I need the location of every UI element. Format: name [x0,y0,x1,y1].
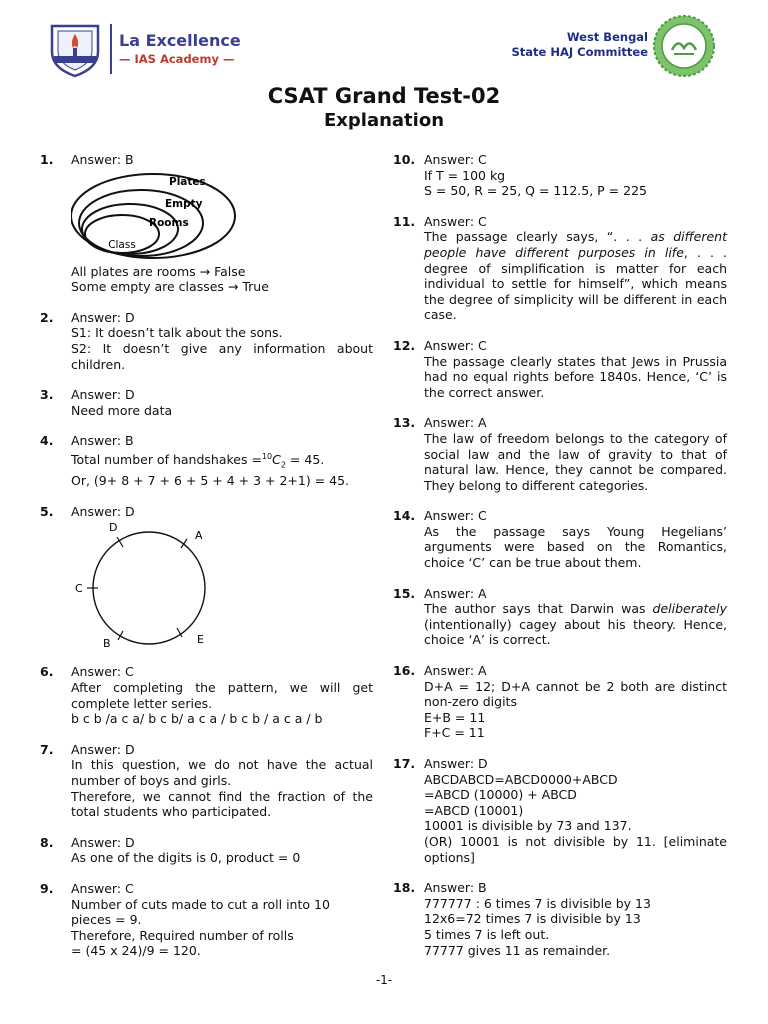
question-number: 8. [40,834,54,850]
venn-label-class: Class [108,238,136,251]
question-4 [40,433,373,488]
explanation-line: D+A = 12; D+A cannot be 2 both are distinct non-zero digits [424,678,727,710]
question-11 [393,214,727,323]
question-1 [40,152,373,295]
combination-r: 2 [280,460,286,470]
page-title: CSAT Grand Test-02 [267,84,501,108]
question-number: 14. [393,508,416,524]
question-12 [393,338,727,400]
question-6 [40,664,373,726]
explanation-line: F+C = 11 [424,725,485,741]
answer-line: Answer: A [424,585,487,601]
explanation-line: As one of the digits is 0, product = 0 [71,850,301,866]
question-number: 2. [40,309,54,325]
haj-committee-seal [652,14,716,78]
left-column [40,152,373,974]
explanation-line: Or, (9+ 8 + 7 + 6 + 5 + 4 + 3 + 2+1) = 45. [71,473,349,489]
explanation-line: The law of freedom belongs to the category of social law and the law of gravity to that of natural law. Hence, they cannot be compared. They belong to different categories. [424,430,727,493]
explanation-line: S1: It doesn’t talk about the sons. [71,325,283,341]
question-number: 12. [393,337,416,353]
explanation-text: , . . . degree of simplification is matter for each individual to settle for himself”, which means the degree of simplicity will be different in each case. [424,244,727,323]
brand-name: La Excellence [119,31,241,50]
circle-label-e: E [197,633,204,647]
explanation-line: (OR) 10001 is not divisible by 11. [eliminate options] [424,833,727,865]
answer-line: Answer: A [424,663,487,679]
explanation-line: Therefore, we cannot find the fraction of the total students who participated. [71,788,373,820]
question-number: 4. [40,433,54,449]
explanation-line: Need more data [71,402,173,418]
committee-line-2: State HAJ Committee [511,45,648,59]
answer-line: Answer: D [71,503,135,519]
explanation-line: =ABCD (10000) + ABCD [424,787,577,803]
venn-label-rooms: Rooms [149,216,189,229]
venn-label-plates: Plates [169,175,206,188]
explanation-line: The passage clearly states that Jews in Prussia had no equal rights before 1840s. Hence, ‘C’ is the correct answer. [424,353,727,400]
answer-line: Answer: A [424,415,487,431]
question-9 [40,881,373,959]
explanation-line: Number of cuts made to cut a roll into 10 pieces = 9. [71,896,330,928]
answer-line: Answer: C [424,337,487,353]
explanation-line: S = 50, R = 25, Q = 112.5, P = 225 [424,183,647,199]
question-number: 18. [393,880,416,896]
page-subtitle: Explanation [323,110,445,131]
question-8 [40,835,373,866]
explanation-text: (intentionally) cagey about his theory. Hence, choice ‘A’ is correct. [424,616,727,648]
answer-line: Answer: D [71,741,135,757]
question-3 [40,387,373,418]
committee-line-1: West Bengal [566,30,648,44]
answer-line: Answer: D [424,756,488,771]
italic-word: deliberately [652,601,727,617]
explanation-line: 77777 gives 11 as remainder. [424,942,611,958]
explanation-line: After completing the pattern, we will get complete letter series. [71,679,373,711]
question-number: 15. [393,585,416,601]
circle-label-a: A [195,529,203,543]
explanation-line: E+B = 11 [424,709,486,725]
answer-line: Answer: B [424,880,487,896]
question-number: 9. [40,880,54,896]
explanation-line: 10001 is divisible by 73 and 137. [424,818,632,834]
question-17 [393,756,727,865]
explanation-line: = (45 x 24)/9 = 120. [71,943,201,959]
question-number: 17. [393,756,416,771]
venn-diagram [71,170,241,260]
question-7 [40,742,373,820]
explanation-text: The passage clearly says, “. . . [424,229,651,245]
quoted-italic-text: as different people have different purposes in life [424,229,728,260]
explanation-line: In this question, we do not have the actual number of boys and girls. [71,757,373,788]
answer-line: Answer: C [424,152,487,167]
circle-diagram [71,521,251,649]
explanation-line: All plates are rooms → False [71,263,246,279]
answer-line: Answer: C [71,664,134,680]
question-14 [393,508,727,570]
answer-line: Answer: C [424,213,487,229]
explanation-line: =ABCD (10001) [424,802,524,818]
question-number: 16. [393,663,416,679]
answer-line: Answer: D [71,309,135,325]
committee-name [512,30,649,60]
answer-line: Answer: D [71,387,135,403]
question-16 [393,663,727,741]
explanation-line: Some empty are classes → True [71,279,269,295]
question-number: 6. [40,664,54,680]
brand-divider [110,24,112,74]
explanation-paragraph [424,601,727,648]
brand-subtitle: — IAS Academy — [119,52,235,66]
explanation-line: If T = 100 kg [424,167,506,183]
combination-n: 10 [261,451,273,461]
explanation-line: 12x6=72 times 7 is divisible by 13 [424,911,641,927]
question-number: 3. [40,387,54,403]
answer-line: Answer: C [71,880,134,896]
page-number: -1- [375,973,393,987]
letter-series: b c b /a c a/ b c b/ a c a / b c b / a c a / b [71,711,323,727]
explanation-line: 5 times 7 is left out. [424,926,550,942]
question-number: 13. [393,415,416,431]
explanation-line: 777777 : 6 times 7 is divisible by 13 [424,895,651,911]
circle-label-b: B [103,637,111,650]
explanation-paragraph [424,229,727,323]
combination-c: C [272,452,281,468]
explanation-line: Therefore, Required number of rolls [71,927,294,943]
question-13 [393,415,727,493]
answer-line: Answer: B [71,152,134,167]
handshake-result: = 45. [285,452,325,468]
answer-line: Answer: B [71,433,134,449]
right-column [393,152,727,973]
handshake-text: Total number of handshakes = [71,452,262,468]
answer-line: Answer: D [71,834,135,850]
question-number: 1. [40,152,54,167]
question-number: 10. [393,152,416,167]
page-header [0,0,768,90]
circle-label-c: C [75,582,83,596]
question-number: 5. [40,503,54,519]
explanation-line: As the passage says Young Hegelians’ arguments were based on the Romantics, choice ‘C’ can be true about them. [424,523,727,571]
question-number: 11. [393,213,416,229]
question-5 [40,504,373,650]
answer-line: Answer: C [424,508,487,524]
la-excellence-logo [46,22,104,78]
question-15 [393,586,727,648]
question-10 [393,152,727,199]
circle-label-d: D [109,521,118,535]
explanation-text: The author says that Darwin was [424,601,653,617]
question-18 [393,880,727,958]
explanation-line: S2: It doesn’t give any information about children. [71,340,373,372]
explanation-line: ABCDABCD=ABCD0000+ABCD [424,771,618,787]
question-number: 7. [40,741,54,757]
explanation-line [71,449,373,473]
question-2 [40,310,373,372]
venn-label-empty: Empty [165,197,203,210]
